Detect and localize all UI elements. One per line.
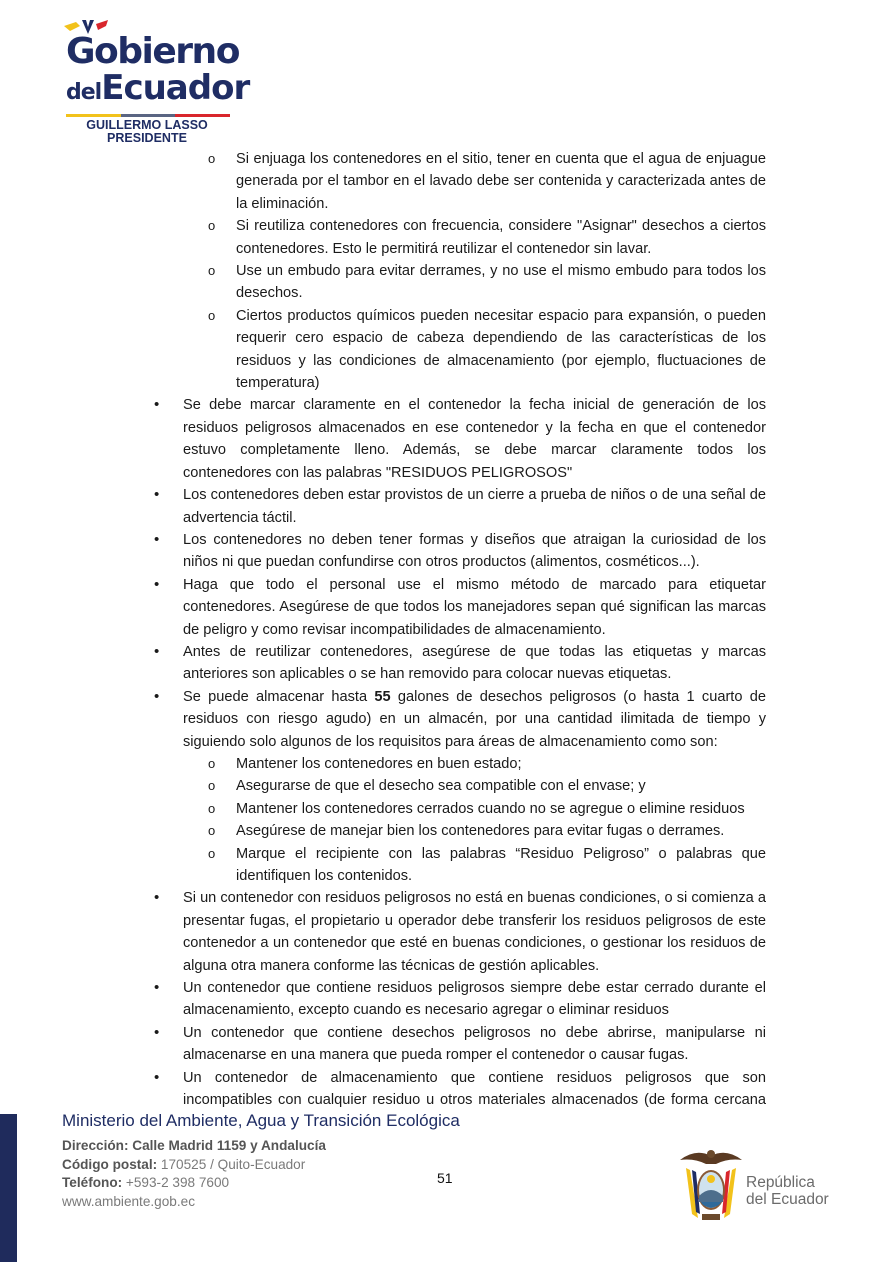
phone-value: +593-2 398 7600 [122, 1175, 230, 1190]
bullet-dot-icon: • [154, 889, 160, 907]
bullet-dot-icon: • [154, 396, 160, 414]
sub-bullet-item [150, 820, 766, 842]
address-text: Dirección: Calle Madrid 1159 y Andalucía [62, 1138, 326, 1153]
logo-line2 [66, 68, 249, 114]
bullet-item [150, 1067, 766, 1112]
footer-address [62, 1137, 326, 1155]
bullet-circle-icon: o [208, 845, 216, 861]
gobierno-del-ecuador-logo [62, 18, 250, 145]
sub-bullet-item [150, 260, 766, 305]
sub-bullet-item [150, 215, 766, 260]
phone-label: Teléfono: [62, 1175, 123, 1190]
republica-line2: del Ecuador [746, 1191, 829, 1208]
item-text: Marque el recipiente con las palabras “Residuo Peligroso” o palabras que identifiquen los contenidos. [236, 845, 766, 884]
bullet-item [150, 394, 766, 484]
postal-label: Código postal: [62, 1157, 158, 1172]
item-text: Si reutiliza contenedores con frecuencia, considere "Asignar" desechos a ciertos contenedores. Esto le permitirá reutilizar el contenedor sin lavar. [236, 218, 766, 257]
footer-phone [62, 1174, 229, 1192]
item-text: Asegúrese de manejar bien los contenedores para evitar fugas o derrames. [236, 823, 725, 840]
item-text: Antes de reutilizar contenedores, asegúrese de que todas las etiquetas y marcas anteriores son aplicables o se han removido para colocar nuevas etiquetas. [183, 643, 766, 683]
tricolor-yellow [66, 114, 121, 117]
bullet-dot-icon: • [154, 486, 160, 504]
president-title: PRESIDENTE [107, 131, 187, 145]
item-text: Asegurarse de que el desecho sea compatible con el envase; y [236, 778, 646, 795]
bullet-circle-icon: o [208, 307, 216, 323]
item-text: Haga que todo el personal use el mismo método de marcado para etiquetar contenedores. Asegúrese de que todos los manejadores sepan qué significan las marcas de peligro y como revisar incompatibilidades de almacenamiento. [183, 576, 766, 638]
bullet-circle-icon: o [208, 823, 216, 839]
president-name: GUILLERMO LASSO [86, 118, 208, 132]
item-text: Los contenedores no deben tener formas y diseños que atraigan la curiosidad de los niños ni que puedan confundirse con otros productos (alimentos, cosméticos...). [183, 531, 766, 571]
item-text: Un contenedor que contiene residuos peligrosos siempre debe estar cerrado durante el almacenamiento, excepto cuando es necesario agregar o eliminar residuos [183, 980, 766, 1019]
bullet-circle-icon: o [208, 151, 216, 166]
bullet-item [150, 977, 766, 1022]
coat-of-arms-icon [676, 1146, 746, 1228]
bullet-dot-icon: • [154, 1068, 160, 1086]
item-text: Use un embudo para evitar derrames, y no use el mismo embudo para todos los desechos. [236, 263, 766, 302]
bullet-item [150, 529, 766, 574]
item-text: Mantener los contenedores cerrados cuando no se agregue o elimine residuos [236, 800, 745, 817]
document-body [150, 148, 766, 1111]
bullet-item [150, 1022, 766, 1067]
bullet-circle-icon: o [208, 755, 216, 771]
bullet-circle-icon: o [208, 800, 216, 816]
bullet-circle-icon: o [208, 263, 216, 279]
bullet-dot-icon: • [154, 642, 160, 660]
bullet-item [150, 686, 766, 753]
tricolor-rule [66, 114, 230, 117]
bullet-dot-icon: • [154, 575, 160, 593]
republica-line1: República [746, 1174, 815, 1191]
bullet-dot-icon: • [154, 687, 160, 705]
logo-del: del [66, 80, 102, 105]
logo-ecuador: Ecuador [101, 68, 250, 108]
footer-side-bar [0, 1114, 17, 1262]
bullet-item [150, 484, 766, 529]
sub-bullet-item [150, 305, 766, 395]
bullet-dot-icon: • [154, 1023, 160, 1041]
item-text: Un contenedor que contiene desechos peligrosos no debe abrirse, manipularse ni almacenarse en una manera que pueda romper el contenedor o causar fugas. [183, 1024, 766, 1064]
sub-bullet-item [150, 753, 766, 775]
sub-bullet-item [150, 798, 766, 820]
postal-value: 170525 / Quito-Ecuador [157, 1157, 306, 1172]
sub-bullet-item [150, 148, 766, 215]
bullet-dot-icon: • [154, 530, 160, 548]
bullet-circle-icon: o [208, 218, 216, 234]
bullet-item [150, 887, 766, 977]
item-text: galones de desechos peligrosos (o hasta 1 cuarto de residuos con riesgo agudo) en un almacén, por una cantidad ilimitada de tiempo y siguiendo solo algunos de los requisitos para áreas de almacenamiento como son: [183, 688, 766, 750]
bullet-item [150, 574, 766, 641]
ministry-name: Ministerio del Ambiente, Agua y Transición Ecológica [62, 1111, 460, 1130]
sub-bullet-item [150, 775, 766, 797]
bullet-circle-icon: o [208, 778, 216, 794]
bullet-dot-icon: • [154, 979, 160, 997]
tricolor-blue [121, 114, 176, 117]
sub-bullet-item [150, 843, 766, 888]
item-text: Se debe marcar claramente en el contenedor la fecha inicial de generación de los residuos peligrosos almacenados en ese contenedor y la fecha en que el contenedor estuvo completamente lleno. Además, se debe marcar claramente todos los contenedores con las palabras "RESIDUOS PELIGROSOS" [183, 397, 766, 481]
item-text: Si enjuaga los contenedores en el sitio, tener en cuenta que el agua de enjuague generada por el tambor en el lavado debe ser contenida y caracterizada antes de la eliminación. [236, 151, 766, 212]
page-number: 51 [437, 1170, 453, 1186]
item-text: Se puede almacenar hasta [183, 688, 375, 705]
footer-website[interactable] [62, 1193, 195, 1211]
tricolor-red [175, 114, 230, 117]
item-text: Ciertos productos químicos pueden necesitar espacio para expansión, o pueden requerir cero espacio de cabeza dependiendo de las características de los residuos y las condiciones de almacenamiento (por ejemplo, fluctuaciones de temperatura) [236, 307, 766, 392]
item-text: Los contenedores deben estar provistos de un cierre a prueba de niños o de una señal de advertencia táctil. [183, 487, 766, 526]
item-text: Un contenedor de almacenamiento que contiene residuos peligrosos que son incompatibles con cualquier residuo u otros materiales almacenados (de forma cercana [183, 1069, 766, 1109]
logo-line1: Gobierno [66, 31, 239, 72]
website-link[interactable]: www.ambiente.gob.ec [62, 1194, 195, 1209]
bullet-item [150, 641, 766, 686]
footer-postal [62, 1156, 305, 1174]
item-text-bold: 55 [374, 688, 391, 705]
item-text: Mantener los contenedores en buen estado; [236, 755, 522, 772]
republica-del-ecuador-wordmark [746, 1174, 829, 1208]
item-text: Si un contenedor con residuos peligrosos no está en buenas condiciones, o si comienza a presentar fugas, el propietario u operador debe transferir los residuos peligrosos de este contenedor a un contenedor que esté en buenas condiciones, o gestionar los residuos de alguna otra manera conforme las técnicas de gestión aplicables. [183, 890, 766, 974]
